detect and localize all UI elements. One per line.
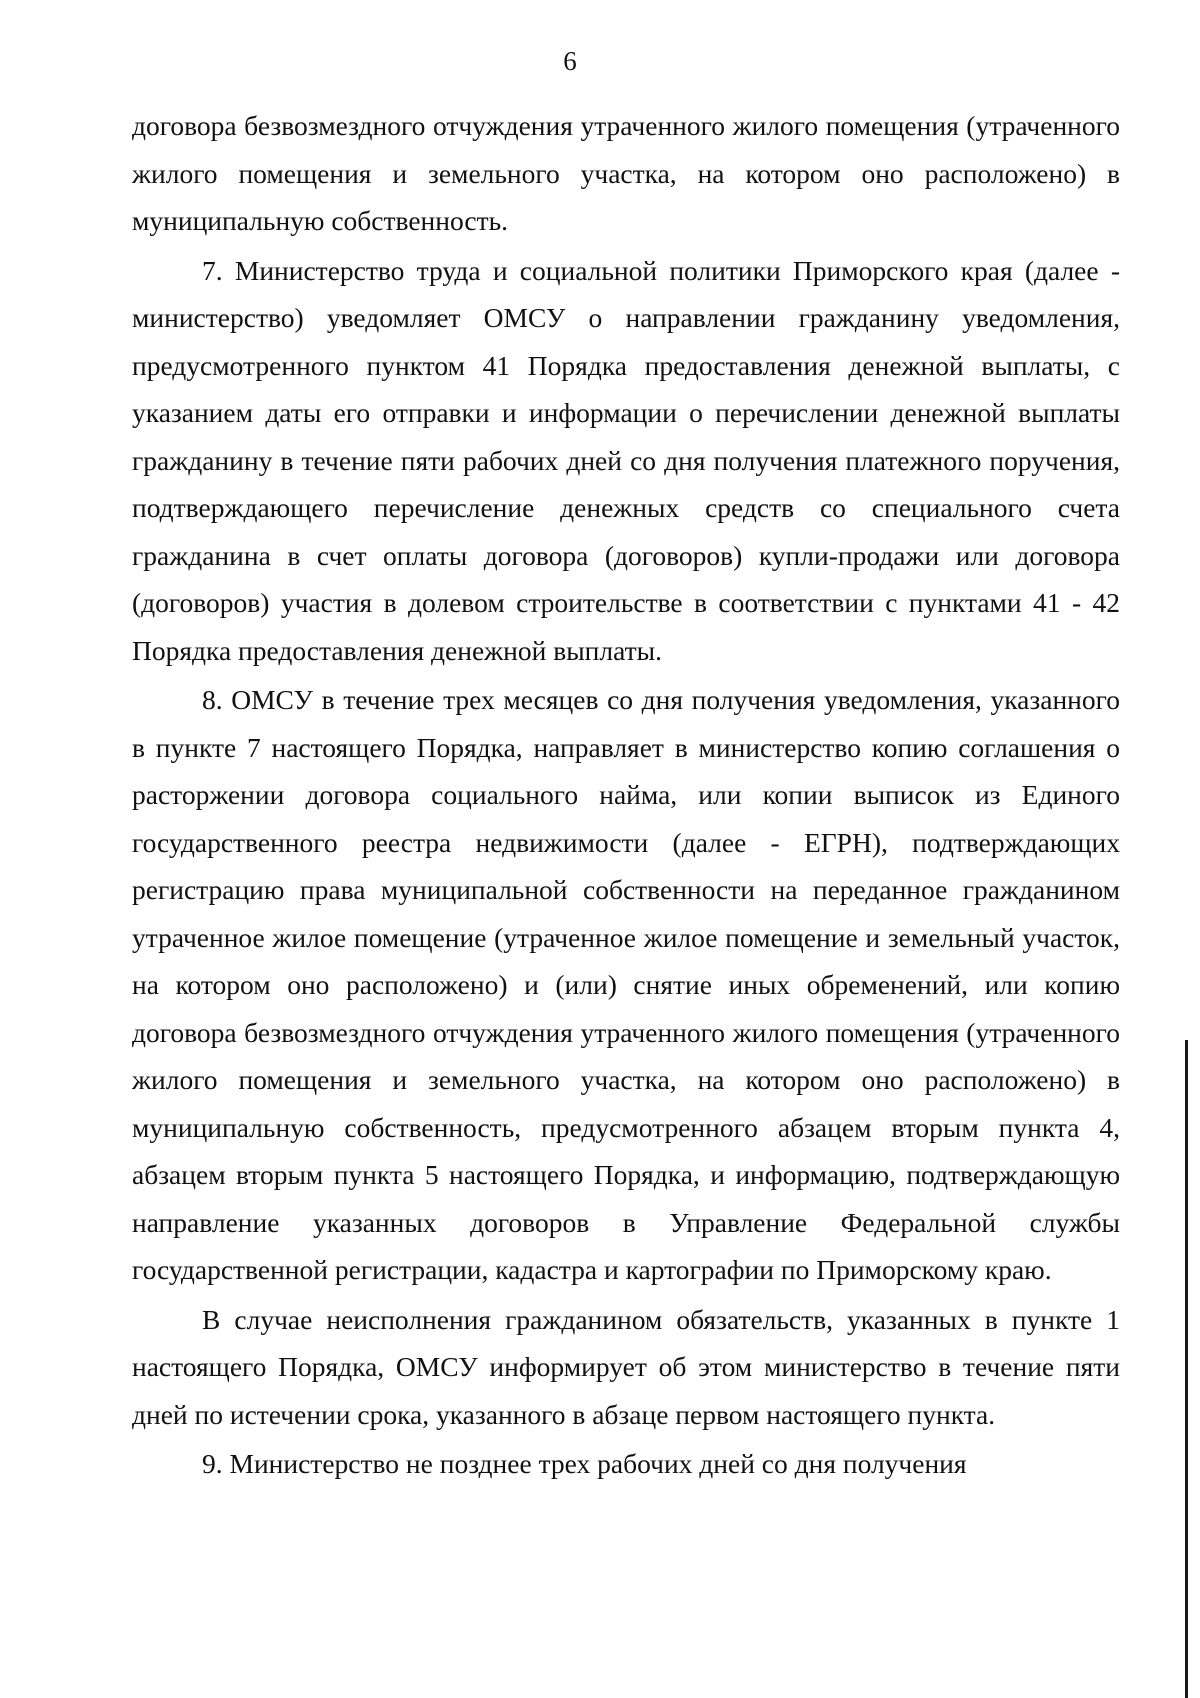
paragraph-item-8: 8. ОМСУ в течение трех месяцев со дня получения уведомления, указанного в пункте 7 настоящего Порядка, направляет в министерство копию соглашения о расторжении договора социального найма, или копии выписок из Единого государственного реестра недвижимости (далее - ЕГРН), подтверждающих регистрацию права муниципальной собственности на переданное гражданином утраченное жилое помещение (утраченное жилое помещение и земельный участок, на котором оно расположено) и (или) снятие иных обременений, или копию договора безвозмездного отчуждения утраченного жилого помещения (утраченного жилого помещения и земельного участка, на котором оно расположено) в муниципальную собственность, предусмотренного абзацем вторым пункта 4, абзацем вторым пункта 5 настоящего Порядка, и информацию, подтверждающую направление указанных договоров в Управление Федеральной службы государственной регистрации, кадастра и картографии по Приморскому краю. <box>132 684 1120 1285</box>
paragraph-item-9: 9. Министерство не позднее трех рабочих дней со дня получения <box>202 1448 967 1479</box>
document-body <box>132 102 1120 1490</box>
paragraph-item-8-clause: В случае неисполнения гражданином обязательств, указанных в пункте 1 настоящего Порядка, ОМСУ информирует об этом министерство в течение пяти дней по истечении срока, указанного в абзаце первом настоящего пункта. <box>132 1303 1120 1430</box>
page-number: 6 <box>563 46 577 76</box>
paragraph-item-7: 7. Министерство труда и социальной политики Приморского края (далее - министерство) уведомляет ОМСУ о направлении гражданину уведомления, предусмотренного пунктом 41 Порядка предоставления денежной выплаты, с указанием даты его отправки и информации о перечислении денежной выплаты гражданину в течение пяти рабочих дней со дня получения платежного поручения, подтверждающего перечисление денежных средств со специального счета гражданина в счет оплаты договора (договоров) купли-продажи или договора (договоров) участия в долевом строительстве в соответствии с пунктами 41 - 42 Порядка предоставления денежной выплаты. <box>132 254 1120 666</box>
paragraph-continuation: договора безвозмездного отчуждения утраченного жилого помещения (утраченного жилого помещения и земельного участка, на котором оно расположено) в муниципальную собственность. <box>132 110 1120 236</box>
scan-edge-line <box>1185 1040 1188 1698</box>
